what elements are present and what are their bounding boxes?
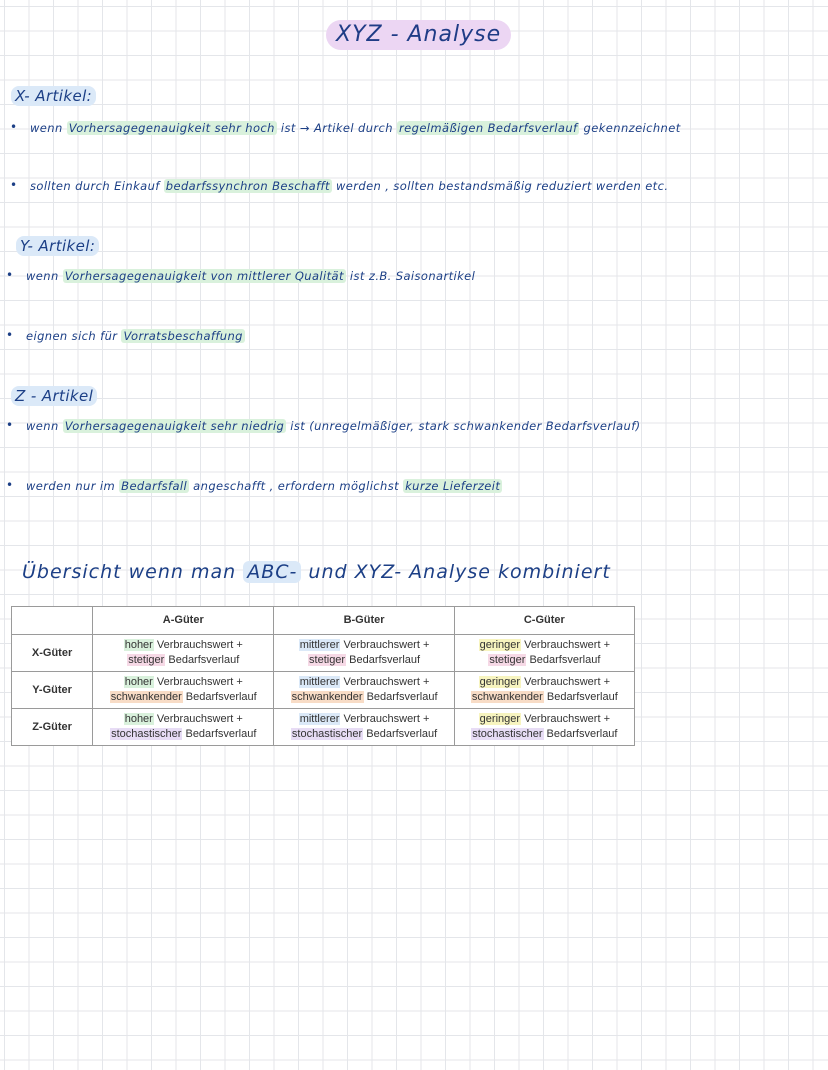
table-row [12,671,635,708]
row-header-y: Y-Güter [12,671,93,708]
table-cell: hoher Verbrauchswert + stetiger Bedarfsverlauf [93,634,274,671]
x-bullet-1: • wenn Vorhersagegenauigkeit sehr hoch ist → Artikel durch regelmäßigen Bedarfsverlauf gekennzeichnet [30,120,681,136]
page-title: XYZ - Analyse [326,20,511,50]
row-header-z: Z-Güter [12,708,93,745]
z-bullet-2: • werden nur im Bedarfsfall angeschafft , erfordern möglichst kurze Lieferzeit [26,478,502,494]
column-header-b: B-Güter [274,607,454,635]
table-cell: geringer Verbrauchswert + stetiger Bedarfsverlauf [454,634,634,671]
table-header-row [12,607,635,635]
column-header-c: C-Güter [454,607,634,635]
table-cell: geringer Verbrauchswert + schwankender Bedarfsverlauf [454,671,634,708]
y-bullet-2: • eignen sich für Vorratsbeschaffung [26,328,245,344]
table-row [12,708,635,745]
row-header-x: X-Güter [12,634,93,671]
y-artikel-heading: Y- Artikel: [16,236,99,256]
table-cell: hoher Verbrauchswert + stochastischer Bedarfsverlauf [93,708,274,745]
table-cell: mittlerer Verbrauchswert + schwankender Bedarfsverlauf [274,671,454,708]
z-artikel-heading: Z - Artikel [11,386,97,406]
table-corner-cell [12,607,93,635]
column-header-a: A-Güter [93,607,274,635]
table-cell: geringer Verbrauchswert + stochastischer Bedarfsverlauf [454,708,634,745]
y-bullet-1: • wenn Vorhersagegenauigkeit von mittlerer Qualität ist z.B. Saisonartikel [26,268,475,284]
table-row [12,634,635,671]
x-bullet-2: • sollten durch Einkauf bedarfssynchron Beschafft werden , sollten bestandsmäßig reduziert werden etc. [30,178,668,194]
overview-heading: Übersicht wenn man ABC- und XYZ- Analyse kombiniert [22,561,611,583]
abc-xyz-table [11,606,635,746]
table-cell: mittlerer Verbrauchswert + stetiger Bedarfsverlauf [274,634,454,671]
table-cell: mittlerer Verbrauchswert + stochastischer Bedarfsverlauf [274,708,454,745]
x-artikel-heading: X- Artikel: [11,86,96,106]
table-cell: hoher Verbrauchswert + schwankender Bedarfsverlauf [93,671,274,708]
z-bullet-1: • wenn Vorhersagegenauigkeit sehr niedrig ist (unregelmäßiger, stark schwankender Bedarfsverlauf) [26,418,641,434]
